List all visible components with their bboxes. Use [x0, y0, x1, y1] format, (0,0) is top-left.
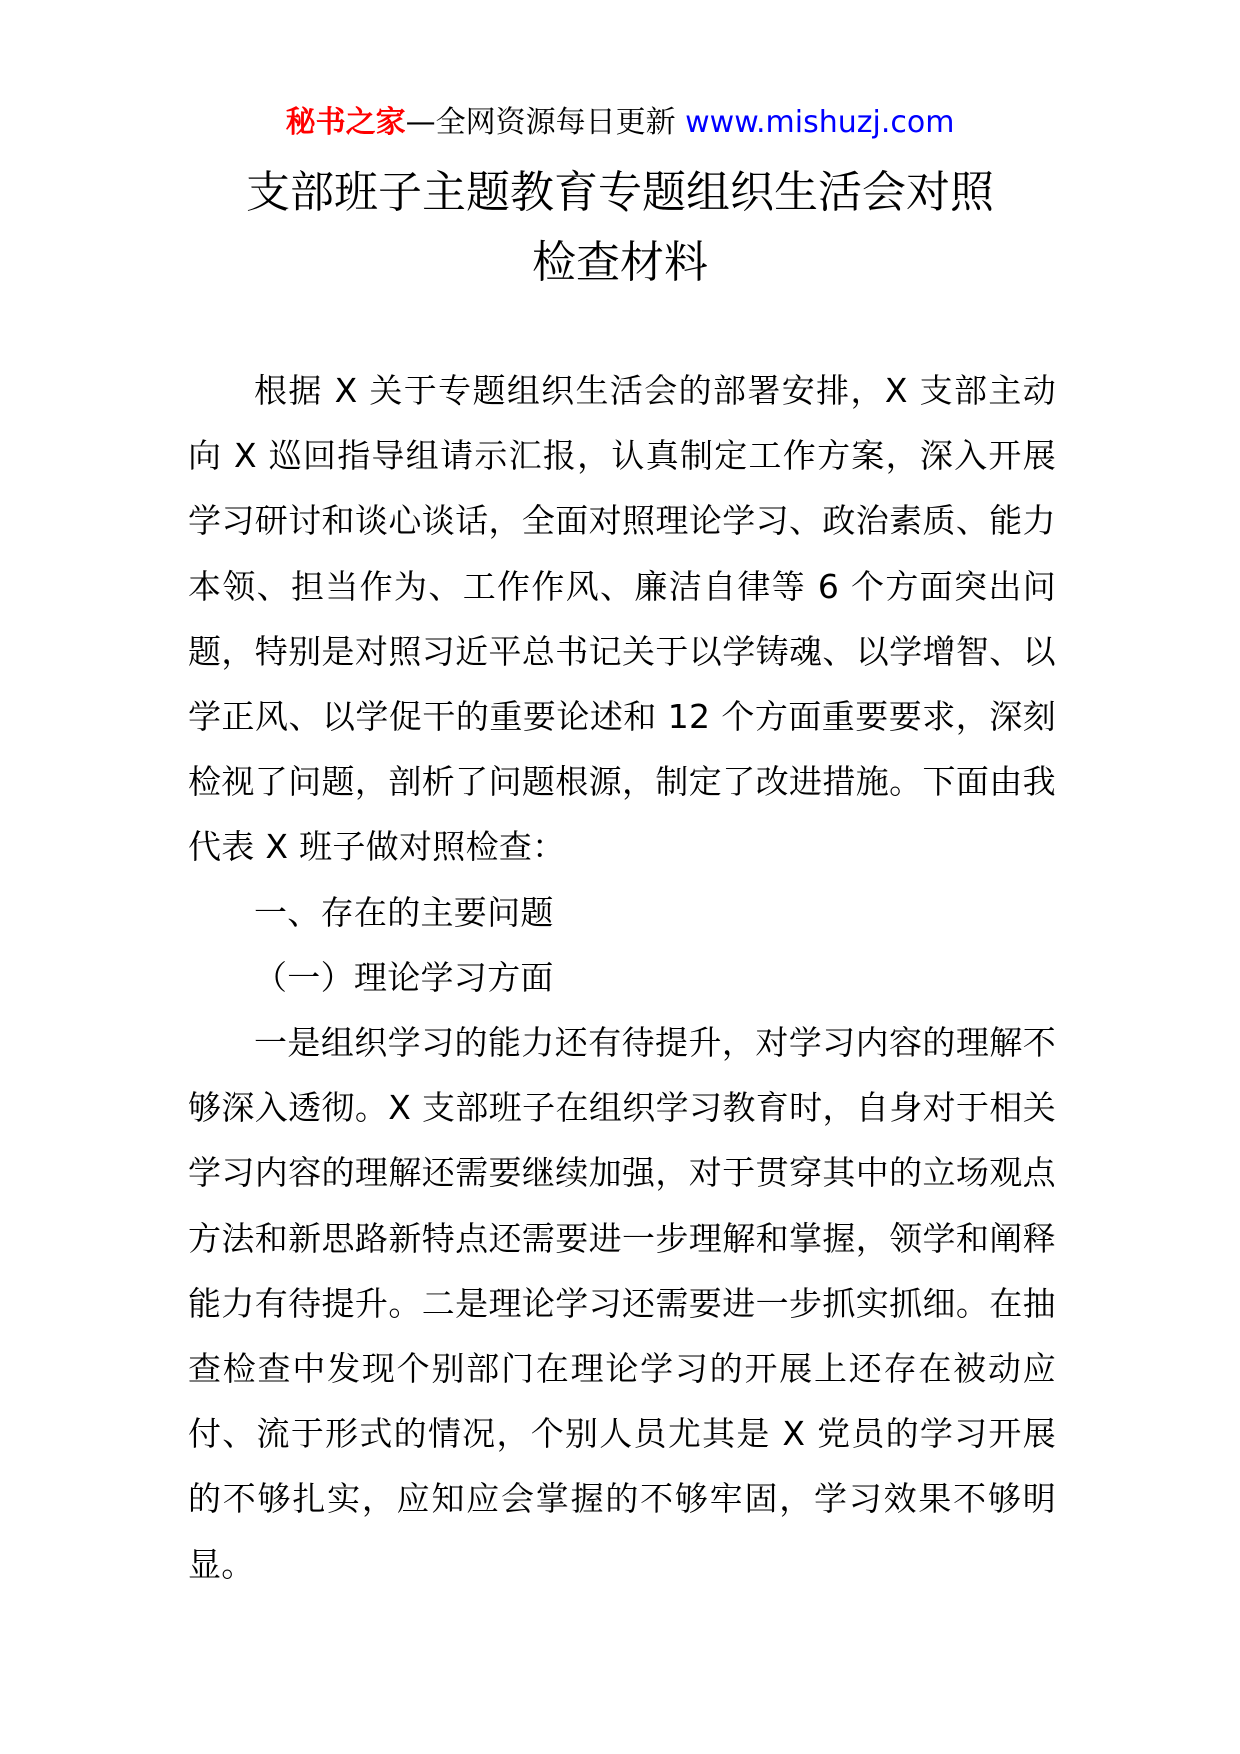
- title-line-1: 支部班子主题教育专题组织生活会对照: [246, 167, 994, 218]
- site-header: [0, 100, 1240, 146]
- site-brand: 秘书之家: [285, 105, 406, 140]
- document-body: [188, 358, 1056, 1597]
- intro-paragraph: 根据 X 关于专题组织生活会的部署安排，X 支部主动向 X 巡回指导组请示汇报，认真制定工作方案，深入开展学习研讨和谈心谈话，全面对照理论学习、政治素质、能力本领、担当作为、工作作风、廉洁自律等 6 个方面突出问题，特别是对照习近平总书记关于以学铸魂、以学增智、以学正风、以学促干的重要论述和 12 个方面重要要求，深刻检视了问题，剖析了问题根源，制定了改进措施。下面由我代表 X 班子做对照检查：: [188, 371, 1056, 867]
- section-heading: 一、存在的主要问题: [254, 892, 554, 932]
- body-paragraph: 一是组织学习的能力还有待提升，对学习内容的理解不够深入透彻。X 支部班子在组织学习教育时，自身对于相关学习内容的理解还需要继续加强，对于贯穿其中的立场观点方法和新思路新特点还需要进一步理解和掌握，领学和阐释能力有待提升。二是理论学习还需要进一步抓实抓细。在抽查检查中发现个别部门在理论学习的开展上还存在被动应付、流于形式的情况，个别人员尤其是 X 党员的学习开展的不够扎实，应知应会掌握的不够牢固，学习效果不够明显。: [188, 1023, 1056, 1584]
- subsection-heading: （一）理论学习方面: [254, 957, 554, 997]
- title-line-2: 检查材料: [532, 237, 708, 288]
- site-url-link[interactable]: www.mishuzj.com: [685, 105, 955, 140]
- document-title: [150, 158, 1090, 298]
- site-tagline: —全网资源每日更新: [405, 105, 686, 140]
